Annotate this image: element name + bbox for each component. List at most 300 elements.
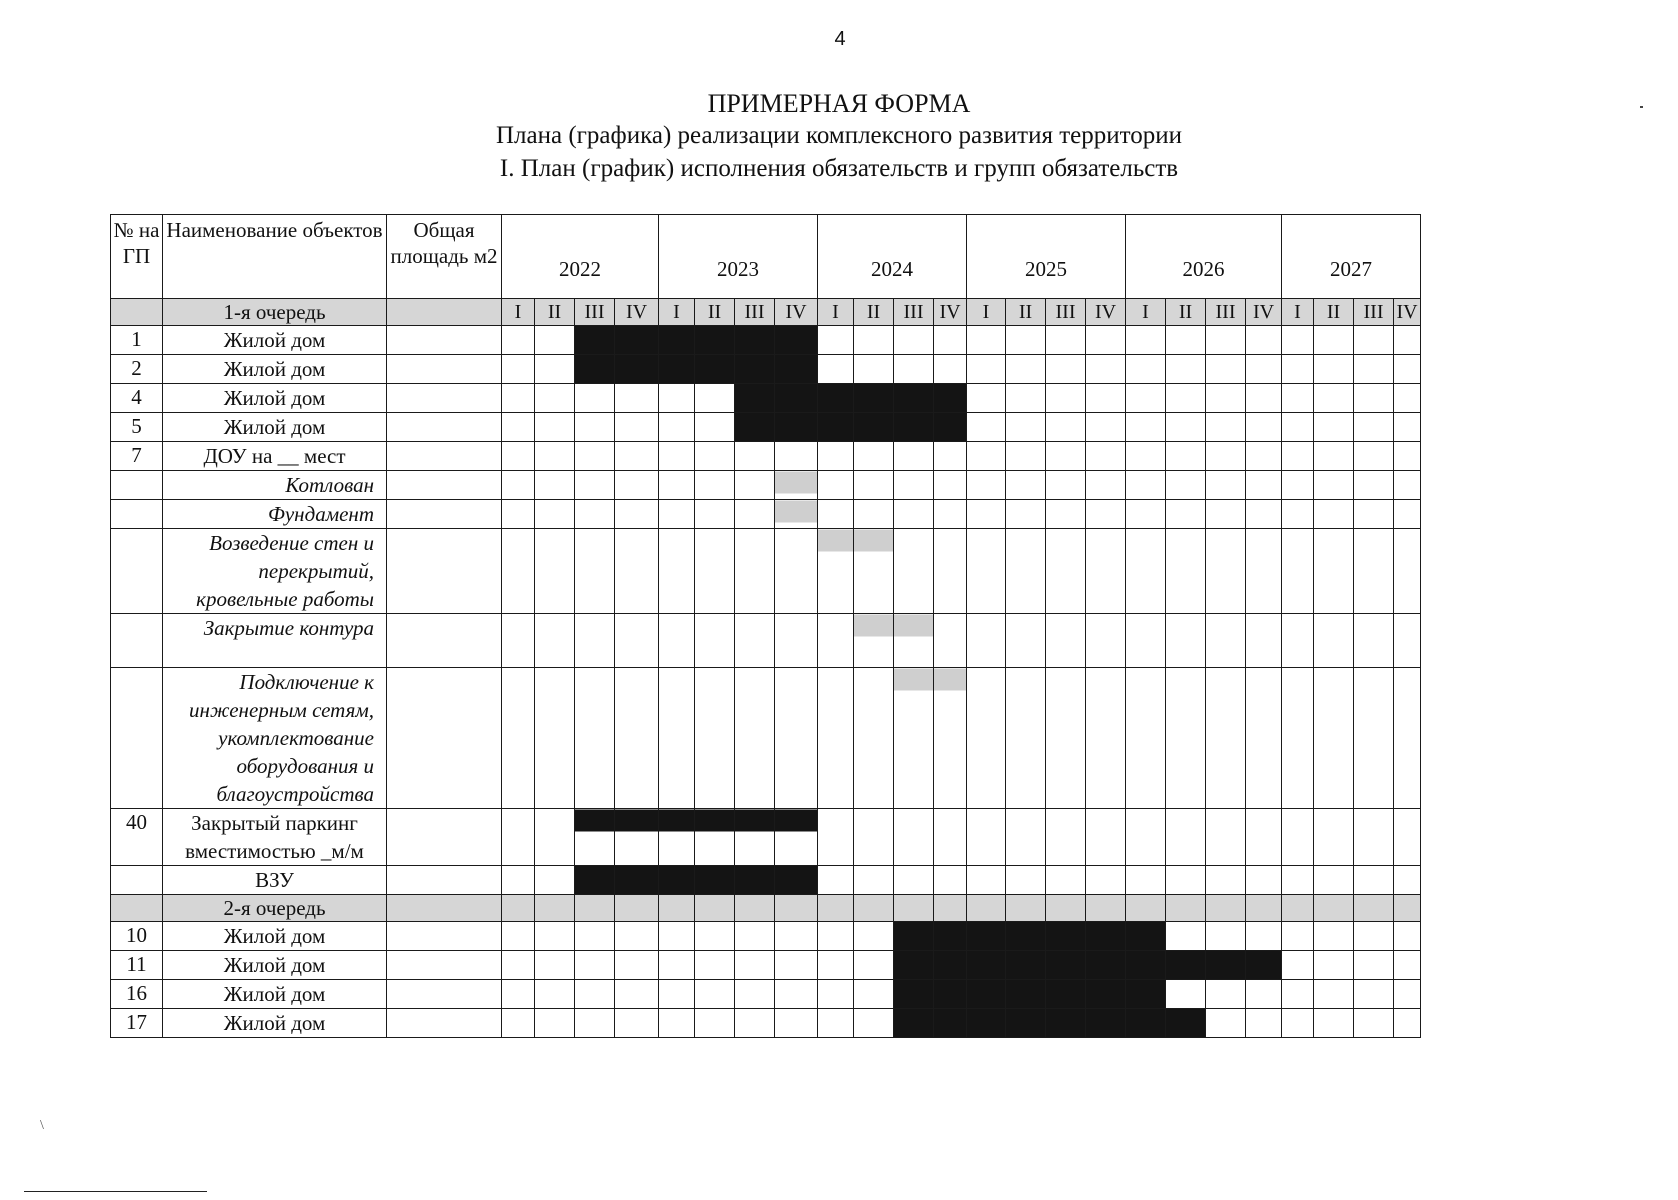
gantt-bar-cell <box>934 1009 967 1038</box>
quarter-cell <box>775 1009 818 1038</box>
gantt-bar-cell <box>1006 922 1046 951</box>
object-name: Жилой дом <box>163 355 387 384</box>
quarter-cell <box>1166 922 1206 951</box>
quarter-cell <box>615 471 659 500</box>
gantt-bar-cell <box>894 614 934 668</box>
document-subtitle: Плана (графика) реализации комплексного развития территории <box>496 122 1182 149</box>
object-name: Жилой дом <box>163 384 387 413</box>
quarter-cell <box>1246 529 1282 614</box>
document-section-title: I. План (график) исполнения обязательств и групп обязательств <box>499 155 1179 182</box>
quarter-cell <box>1206 922 1246 951</box>
quarter-cell <box>1206 529 1246 614</box>
quarter-cell <box>1166 384 1206 413</box>
document-title: ПРИМЕРНАЯ ФОРМА <box>707 89 971 118</box>
quarter-cell <box>1046 471 1086 500</box>
quarter-cell <box>854 980 894 1009</box>
gantt-bar-cell <box>1046 922 1086 951</box>
quarter-cell <box>535 529 575 614</box>
stage-row <box>111 299 1421 326</box>
quarter-label: II <box>535 299 575 326</box>
quarter-cell <box>535 922 575 951</box>
quarter-cell <box>502 866 535 895</box>
quarter-cell <box>1046 500 1086 529</box>
quarter-label: IV <box>1394 299 1421 326</box>
gantt-bar-cell <box>735 413 775 442</box>
gantt-bar-cell <box>695 326 735 355</box>
quarter-cell <box>775 922 818 951</box>
quarter-cell <box>854 500 894 529</box>
table-row <box>111 922 1421 951</box>
gantt-bar-cell <box>1206 951 1246 980</box>
table-row <box>111 500 1421 529</box>
quarter-cell <box>1046 866 1086 895</box>
object-number <box>111 866 163 895</box>
object-name: Жилой дом <box>163 326 387 355</box>
quarter-cell <box>1354 922 1394 951</box>
quarter-cell <box>1166 980 1206 1009</box>
quarter-cell <box>818 1009 854 1038</box>
quarter-cell <box>1282 614 1314 668</box>
object-name: Жилой дом <box>163 413 387 442</box>
quarter-cell <box>1166 614 1206 668</box>
quarter-cell <box>934 895 967 922</box>
gantt-bar-cell <box>575 809 615 866</box>
quarter-cell <box>695 384 735 413</box>
quarter-cell <box>1246 1009 1282 1038</box>
quarter-cell <box>934 442 967 471</box>
quarter-label: IV <box>1086 299 1126 326</box>
quarter-cell <box>1282 355 1314 384</box>
quarter-cell <box>1394 471 1421 500</box>
quarter-cell <box>934 866 967 895</box>
year-header: 2027 <box>1282 215 1421 299</box>
gantt-bar-cell <box>1006 1009 1046 1038</box>
quarter-cell <box>735 442 775 471</box>
quarter-cell <box>1086 809 1126 866</box>
gantt-bar-cell <box>967 951 1006 980</box>
quarter-cell <box>967 471 1006 500</box>
quarter-cell <box>535 500 575 529</box>
quarter-cell <box>1246 922 1282 951</box>
quarter-cell <box>1206 500 1246 529</box>
quarter-cell <box>1166 866 1206 895</box>
quarter-cell <box>659 668 695 809</box>
quarter-cell <box>1246 809 1282 866</box>
quarter-cell <box>775 529 818 614</box>
quarter-cell <box>1166 668 1206 809</box>
quarter-cell <box>695 614 735 668</box>
object-number: 16 <box>111 980 163 1009</box>
gantt-bar-cell <box>775 866 818 895</box>
object-area <box>387 384 502 413</box>
object-area <box>387 922 502 951</box>
quarter-cell <box>1206 809 1246 866</box>
gantt-bar-cell <box>894 1009 934 1038</box>
quarter-label: I <box>502 299 535 326</box>
year-header: 2026 <box>1126 215 1282 299</box>
quarter-cell <box>1086 384 1126 413</box>
header-name: Наименование объектов <box>163 215 387 299</box>
gantt-bar-cell <box>659 326 695 355</box>
quarter-cell <box>1282 1009 1314 1038</box>
quarter-cell <box>502 384 535 413</box>
year-header: 2023 <box>659 215 818 299</box>
quarter-cell <box>854 355 894 384</box>
quarter-cell <box>854 326 894 355</box>
quarter-cell <box>1354 355 1394 384</box>
gantt-bar-cell <box>1166 951 1206 980</box>
table-row <box>111 413 1421 442</box>
quarter-cell <box>1046 529 1086 614</box>
quarter-label: I <box>967 299 1006 326</box>
quarter-cell <box>659 951 695 980</box>
quarter-cell <box>1206 614 1246 668</box>
quarter-cell <box>575 614 615 668</box>
quarter-cell <box>1046 413 1086 442</box>
quarter-cell <box>1282 895 1314 922</box>
quarter-cell <box>1046 384 1086 413</box>
object-number <box>111 668 163 809</box>
quarter-cell <box>1046 326 1086 355</box>
object-number: 10 <box>111 922 163 951</box>
quarter-cell <box>1394 668 1421 809</box>
quarter-cell <box>1086 500 1126 529</box>
object-number: 5 <box>111 413 163 442</box>
quarter-cell <box>1246 413 1282 442</box>
quarter-cell <box>1394 922 1421 951</box>
object-number: 1 <box>111 326 163 355</box>
quarter-cell <box>1394 355 1421 384</box>
quarter-cell <box>1086 326 1126 355</box>
quarter-cell <box>502 355 535 384</box>
quarter-cell <box>575 529 615 614</box>
quarter-cell <box>575 951 615 980</box>
quarter-cell <box>1354 442 1394 471</box>
quarter-cell <box>1314 326 1354 355</box>
quarter-cell <box>659 529 695 614</box>
quarter-cell <box>1126 384 1166 413</box>
gantt-bar-cell <box>775 809 818 866</box>
gantt-bar-cell <box>1086 951 1126 980</box>
quarter-label: II <box>854 299 894 326</box>
quarter-cell <box>1166 809 1206 866</box>
gantt-bar-cell <box>934 668 967 809</box>
object-name: Жилой дом <box>163 980 387 1009</box>
quarter-cell <box>1314 951 1354 980</box>
quarter-cell <box>894 471 934 500</box>
quarter-label: II <box>695 299 735 326</box>
quarter-cell <box>1126 668 1166 809</box>
quarter-cell <box>535 866 575 895</box>
quarter-cell <box>1354 500 1394 529</box>
quarter-cell <box>1282 809 1314 866</box>
gantt-bar-cell <box>1086 1009 1126 1038</box>
quarter-cell <box>1126 866 1166 895</box>
gantt-bar-cell <box>1046 951 1086 980</box>
object-name: ДОУ на __ мест <box>163 442 387 471</box>
quarter-label: III <box>735 299 775 326</box>
quarter-cell <box>967 442 1006 471</box>
quarter-cell <box>1126 500 1166 529</box>
quarter-label: II <box>1166 299 1206 326</box>
gantt-bar-cell <box>659 809 695 866</box>
quarter-cell <box>1314 442 1354 471</box>
quarter-cell <box>1314 809 1354 866</box>
quarter-cell <box>1166 895 1206 922</box>
quarter-cell <box>1006 866 1046 895</box>
quarter-cell <box>535 413 575 442</box>
quarter-cell <box>1314 922 1354 951</box>
object-area <box>387 500 502 529</box>
quarter-cell <box>1086 355 1126 384</box>
gantt-bar-cell <box>1126 922 1166 951</box>
quarter-cell <box>1354 614 1394 668</box>
quarter-cell <box>535 951 575 980</box>
quarter-cell <box>818 951 854 980</box>
schedule-table <box>110 214 1421 1038</box>
quarter-cell <box>1314 1009 1354 1038</box>
gantt-bar-cell <box>1126 1009 1166 1038</box>
quarter-cell <box>854 668 894 809</box>
quarter-label: IV <box>934 299 967 326</box>
quarter-cell <box>735 922 775 951</box>
quarter-cell <box>1314 384 1354 413</box>
object-area <box>387 614 502 668</box>
quarter-cell <box>1394 413 1421 442</box>
object-number: 2 <box>111 355 163 384</box>
gantt-bar-cell <box>967 980 1006 1009</box>
gantt-bar-cell <box>818 413 854 442</box>
object-area <box>387 471 502 500</box>
quarter-cell <box>615 668 659 809</box>
gantt-bar-cell <box>894 922 934 951</box>
quarter-cell <box>775 442 818 471</box>
quarter-cell <box>535 326 575 355</box>
year-header: 2022 <box>502 215 659 299</box>
quarter-cell <box>575 1009 615 1038</box>
quarter-cell <box>1086 529 1126 614</box>
quarter-cell <box>934 614 967 668</box>
stage-area-cell <box>387 299 502 326</box>
quarter-cell <box>1246 614 1282 668</box>
quarter-cell <box>818 980 854 1009</box>
gantt-bar-cell <box>575 355 615 384</box>
quarter-cell <box>934 529 967 614</box>
table-row <box>111 471 1421 500</box>
gantt-bar-cell <box>934 951 967 980</box>
quarter-cell <box>1046 668 1086 809</box>
quarter-cell <box>695 668 735 809</box>
quarter-cell <box>659 442 695 471</box>
gantt-bar-cell <box>934 413 967 442</box>
quarter-cell <box>894 326 934 355</box>
quarter-cell <box>695 951 735 980</box>
quarter-cell <box>1282 384 1314 413</box>
object-area <box>387 529 502 614</box>
quarter-cell <box>1354 384 1394 413</box>
quarter-cell <box>502 895 535 922</box>
gantt-bar-cell <box>659 355 695 384</box>
quarter-cell <box>735 1009 775 1038</box>
quarter-cell <box>775 614 818 668</box>
quarter-cell <box>1246 471 1282 500</box>
quarter-cell <box>1006 442 1046 471</box>
gantt-bar-cell <box>735 326 775 355</box>
quarter-cell <box>1006 471 1046 500</box>
quarter-cell <box>615 951 659 980</box>
object-area <box>387 1009 502 1038</box>
quarter-cell <box>1246 442 1282 471</box>
quarter-cell <box>615 922 659 951</box>
quarter-cell <box>575 384 615 413</box>
quarter-cell <box>659 922 695 951</box>
quarter-cell <box>1126 529 1166 614</box>
quarter-cell <box>502 922 535 951</box>
quarter-cell <box>575 471 615 500</box>
gantt-bar-cell <box>1086 980 1126 1009</box>
object-area <box>387 326 502 355</box>
quarter-cell <box>934 326 967 355</box>
table-row <box>111 326 1421 355</box>
quarter-cell <box>695 529 735 614</box>
quarter-cell <box>735 951 775 980</box>
gantt-bar-cell <box>695 809 735 866</box>
quarter-label: I <box>659 299 695 326</box>
object-name: Закрытый паркинг вместимостью _м/м <box>163 809 387 866</box>
quarter-cell <box>615 500 659 529</box>
quarter-cell <box>1246 326 1282 355</box>
quarter-cell <box>659 1009 695 1038</box>
gantt-bar-cell <box>1246 951 1282 980</box>
quarter-cell <box>1394 809 1421 866</box>
quarter-cell <box>1354 529 1394 614</box>
quarter-cell <box>1282 951 1314 980</box>
object-number <box>111 500 163 529</box>
quarter-cell <box>854 922 894 951</box>
quarter-cell <box>1282 529 1314 614</box>
gantt-bar-cell <box>967 922 1006 951</box>
quarter-cell <box>695 922 735 951</box>
gantt-bar-cell <box>1086 922 1126 951</box>
object-area <box>387 809 502 866</box>
quarter-label: I <box>1282 299 1314 326</box>
quarter-cell <box>894 500 934 529</box>
object-number: 7 <box>111 442 163 471</box>
quarter-cell <box>615 614 659 668</box>
gantt-bar-cell <box>775 355 818 384</box>
quarter-cell <box>967 384 1006 413</box>
quarter-cell <box>775 668 818 809</box>
quarter-cell <box>735 668 775 809</box>
gantt-bar-cell <box>775 500 818 529</box>
quarter-cell <box>695 980 735 1009</box>
quarter-cell <box>1314 355 1354 384</box>
quarter-label: III <box>1206 299 1246 326</box>
quarter-cell <box>502 471 535 500</box>
quarter-cell <box>1394 980 1421 1009</box>
quarter-cell <box>818 922 854 951</box>
quarter-cell <box>575 500 615 529</box>
quarter-cell <box>735 529 775 614</box>
object-number: 11 <box>111 951 163 980</box>
quarter-cell <box>1006 384 1046 413</box>
quarter-cell <box>535 355 575 384</box>
quarter-cell <box>775 980 818 1009</box>
quarter-cell <box>1206 1009 1246 1038</box>
quarter-cell <box>695 471 735 500</box>
object-area <box>387 980 502 1009</box>
quarter-cell <box>502 529 535 614</box>
quarter-cell <box>894 442 934 471</box>
quarter-cell <box>934 809 967 866</box>
gantt-bar-cell <box>854 529 894 614</box>
quarter-cell <box>659 413 695 442</box>
quarter-cell <box>1046 895 1086 922</box>
gantt-bar-cell <box>775 326 818 355</box>
stage-name: 2-я очередь <box>163 895 387 922</box>
quarter-cell <box>854 866 894 895</box>
quarter-cell <box>1046 355 1086 384</box>
header-number: № на ГП <box>111 215 163 299</box>
quarter-cell <box>1394 500 1421 529</box>
gantt-bar-cell <box>1046 1009 1086 1038</box>
quarter-cell <box>854 471 894 500</box>
quarter-cell <box>695 442 735 471</box>
quarter-cell <box>1354 980 1394 1009</box>
quarter-cell <box>502 1009 535 1038</box>
quarter-cell <box>1314 413 1354 442</box>
gantt-bar-cell <box>854 614 894 668</box>
quarter-cell <box>535 471 575 500</box>
quarter-cell <box>1314 895 1354 922</box>
gantt-bar-cell <box>1126 980 1166 1009</box>
year-header: 2024 <box>818 215 967 299</box>
object-number <box>111 529 163 614</box>
page-number: 4 <box>834 28 846 50</box>
quarter-cell <box>894 529 934 614</box>
quarter-cell <box>615 529 659 614</box>
quarter-cell <box>1086 442 1126 471</box>
quarter-cell <box>1282 980 1314 1009</box>
quarter-label: III <box>575 299 615 326</box>
quarter-cell <box>967 326 1006 355</box>
gantt-bar-cell <box>894 384 934 413</box>
stage-number-cell <box>111 299 163 326</box>
quarter-cell <box>1126 471 1166 500</box>
quarter-cell <box>1206 442 1246 471</box>
quarter-cell <box>575 442 615 471</box>
quarter-cell <box>1126 442 1166 471</box>
quarter-cell <box>934 355 967 384</box>
quarter-cell <box>575 895 615 922</box>
quarter-cell <box>535 614 575 668</box>
quarter-cell <box>502 668 535 809</box>
gantt-bar-cell <box>934 922 967 951</box>
quarter-label: I <box>1126 299 1166 326</box>
quarter-cell <box>1354 1009 1394 1038</box>
quarter-cell <box>1006 355 1046 384</box>
quarter-cell <box>967 500 1006 529</box>
gantt-bar-cell <box>894 951 934 980</box>
quarter-cell <box>502 500 535 529</box>
quarter-cell <box>934 471 967 500</box>
quarter-cell <box>818 442 854 471</box>
quarter-label: III <box>894 299 934 326</box>
quarter-cell <box>1354 866 1394 895</box>
object-area <box>387 413 502 442</box>
quarter-cell <box>1006 895 1046 922</box>
quarter-cell <box>1282 413 1314 442</box>
